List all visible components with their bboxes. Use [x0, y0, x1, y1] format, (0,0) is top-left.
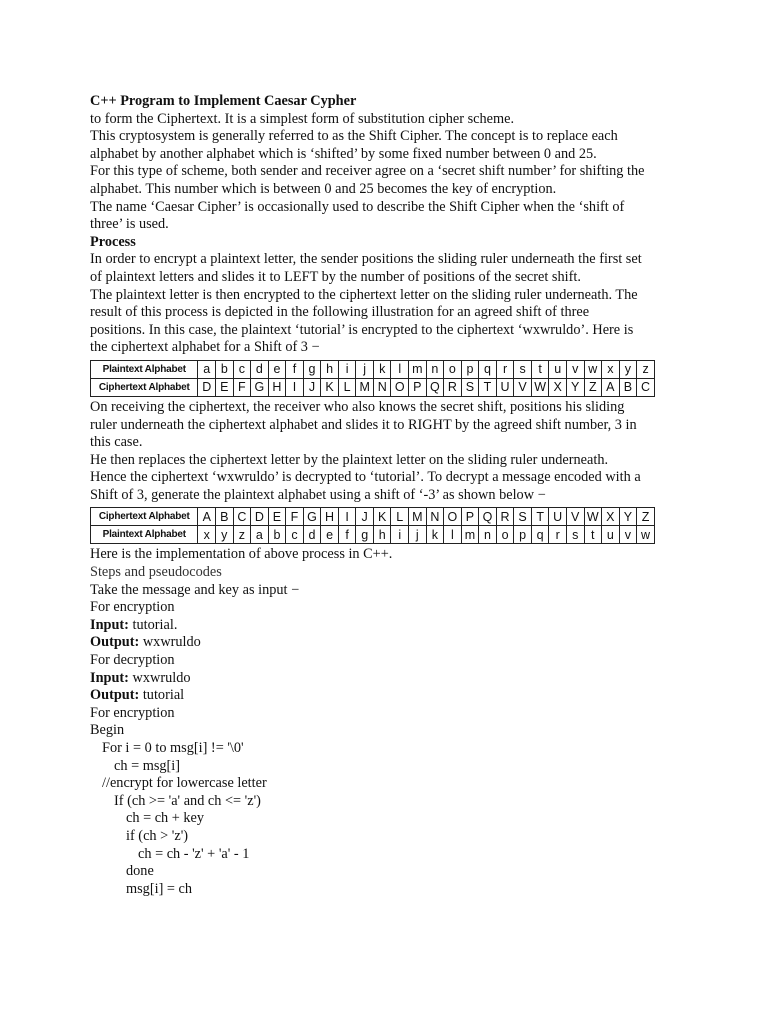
input-label: Input:	[90, 616, 129, 633]
intro-line: alphabet by another alphabet which is ‘shifted’ by some fixed number between 0 and 25.	[90, 145, 597, 162]
process-line: result of this process is depicted in the following illustration for an agreed shift of three	[90, 304, 590, 321]
decrypt-line: this case.	[90, 434, 143, 451]
alphabet-cell: K	[321, 378, 339, 396]
steps-heading: Steps and pseudocodes	[90, 564, 222, 581]
alphabet-cell: z	[637, 360, 655, 378]
alphabet-cell: X	[602, 508, 620, 526]
dec-output-line	[90, 687, 690, 705]
alphabet-cell: z	[233, 526, 251, 544]
alphabet-cell: Z	[637, 508, 655, 526]
code-line: If (ch >= 'a' and ch <= 'z')	[114, 792, 261, 809]
alphabet-cell: m	[409, 360, 427, 378]
code-line: done	[126, 863, 154, 880]
alphabet-cell: f	[286, 360, 304, 378]
alphabet-cell: I	[338, 508, 356, 526]
decrypt-line: He then replaces the ciphertext letter by the plaintext letter on the sliding ruler underneath.	[90, 451, 609, 468]
intro-line: alphabet. This number which is between 0 and 25 becomes the key of encryption.	[90, 180, 557, 197]
alphabet-cell: e	[268, 360, 286, 378]
code-line: ch = msg[i]	[114, 757, 181, 774]
alphabet-cell: r	[496, 360, 514, 378]
alphabet-cell: q	[531, 526, 549, 544]
alphabet-cell: u	[549, 360, 567, 378]
alphabet-cell: W	[584, 508, 602, 526]
process-line: The plaintext letter is then encrypted to the ciphertext letter on the sliding ruler underneath. The	[90, 286, 638, 303]
alphabet-cell: N	[426, 508, 444, 526]
alphabet-cell: Q	[479, 508, 497, 526]
alphabet-cell: p	[461, 360, 479, 378]
code-line: For i = 0 to msg[i] != '\0'	[102, 740, 244, 756]
alphabet-cell: f	[338, 526, 356, 544]
alphabet-cell: e	[321, 526, 339, 544]
alphabet-cell: Q	[426, 378, 444, 396]
alphabet-cell: k	[373, 360, 391, 378]
alphabet-cell: F	[233, 378, 251, 396]
intro-line: to form the Ciphertext. It is a simplest form of substitution cipher scheme.	[90, 110, 515, 127]
alphabet-cell: J	[356, 508, 374, 526]
table-row	[91, 508, 655, 526]
code-line: msg[i] = ch	[126, 880, 193, 897]
output-label: Output:	[90, 687, 140, 704]
output-value: tutorial	[139, 687, 185, 704]
alphabet-cell: c	[286, 526, 304, 544]
alphabet-cell: u	[602, 526, 620, 544]
alphabet-cell: U	[496, 378, 514, 396]
shift-3-alphabet-table	[90, 360, 655, 397]
alphabet-cell: y	[619, 360, 637, 378]
row-header: Plaintext Alphabet	[91, 360, 198, 378]
alphabet-cell: H	[321, 508, 339, 526]
take-input-line: Take the message and key as input −	[90, 581, 300, 598]
alphabet-cell: M	[356, 378, 374, 396]
output-label: Output:	[90, 634, 140, 651]
alphabet-cell: Z	[584, 378, 602, 396]
alphabet-cell: U	[549, 508, 567, 526]
alphabet-cell: T	[479, 378, 497, 396]
alphabet-cell: D	[251, 508, 269, 526]
process-line: In order to encrypt a plaintext letter, the sender positions the sliding ruler underneath the first set	[90, 251, 642, 268]
alphabet-cell: m	[461, 526, 479, 544]
alphabet-cell: n	[426, 360, 444, 378]
row-header: Ciphertext Alphabet	[91, 378, 198, 396]
process-line: positions. In this case, the plaintext ‘tutorial’ is encrypted to the ciphertext ‘wxwruldo’. Here is	[90, 321, 634, 338]
alphabet-cell: A	[602, 378, 620, 396]
dec-input-line	[90, 670, 690, 688]
alphabet-cell: j	[356, 360, 374, 378]
alphabet-cell: P	[409, 378, 427, 396]
alphabet-cell: M	[409, 508, 427, 526]
alphabet-cell: S	[514, 508, 532, 526]
alphabet-cell: O	[444, 508, 462, 526]
process-line: the ciphertext alphabet for a Shift of 3 −	[90, 339, 320, 356]
alphabet-cell: V	[514, 378, 532, 396]
alphabet-cell: B	[216, 508, 234, 526]
alphabet-cell: y	[216, 526, 234, 544]
alphabet-cell: l	[391, 360, 409, 378]
alphabet-cell: b	[268, 526, 286, 544]
alphabet-cell: R	[444, 378, 462, 396]
alphabet-cell: O	[391, 378, 409, 396]
code-line: if (ch > 'z')	[126, 827, 189, 844]
decrypt-line: Hence the ciphertext ‘wxwruldo’ is decrypted to ‘tutorial’. To decrypt a message encoded with a	[90, 469, 641, 486]
alphabet-cell: C	[637, 378, 655, 396]
alphabet-cell: o	[496, 526, 514, 544]
decrypt-line: Shift of 3, generate the plaintext alphabet using a shift of ‘-3’ as shown below −	[90, 486, 546, 503]
process-heading: Process	[90, 233, 136, 250]
row-header: Ciphertext Alphabet	[91, 508, 198, 526]
code-line: //encrypt for lowercase letter	[102, 775, 267, 792]
alphabet-cell: i	[338, 360, 356, 378]
code-line: ch = ch + key	[126, 810, 205, 827]
alphabet-cell: h	[373, 526, 391, 544]
alphabet-cell: v	[566, 360, 584, 378]
alphabet-cell: j	[409, 526, 427, 544]
alphabet-cell: q	[479, 360, 497, 378]
enc-output-line	[90, 634, 690, 652]
enc-input-line	[90, 617, 690, 635]
alphabet-cell: T	[531, 508, 549, 526]
code-line: ch = ch - 'z' + 'a' - 1	[138, 845, 250, 862]
alphabet-cell: F	[286, 508, 304, 526]
alphabet-cell: a	[198, 360, 216, 378]
alphabet-cell: l	[444, 526, 462, 544]
output-value: wxwruldo	[139, 634, 201, 651]
alphabet-cell: Y	[566, 378, 584, 396]
row-header: Plaintext Alphabet	[91, 526, 198, 544]
for-encryption-line: For encryption	[90, 704, 175, 721]
alphabet-cell: n	[479, 526, 497, 544]
alphabet-cell: t	[584, 526, 602, 544]
alphabet-cell: J	[303, 378, 321, 396]
alphabet-cell: G	[251, 378, 269, 396]
alphabet-cell: Y	[619, 508, 637, 526]
alphabet-cell: k	[426, 526, 444, 544]
alphabet-cell: d	[251, 360, 269, 378]
alphabet-cell: w	[584, 360, 602, 378]
alphabet-cell: o	[444, 360, 462, 378]
intro-line: This cryptosystem is generally referred to as the Shift Cipher. The concept is to replace each	[90, 128, 618, 145]
code-line: Begin	[90, 722, 125, 739]
alphabet-cell: K	[373, 508, 391, 526]
decrypt-line: ruler underneath the ciphertext alphabet and slides it to RIGHT by the agreed shift number, 3 in	[90, 416, 637, 433]
alphabet-cell: a	[251, 526, 269, 544]
alphabet-cell: h	[321, 360, 339, 378]
alphabet-cell: c	[233, 360, 251, 378]
alphabet-cell: P	[461, 508, 479, 526]
alphabet-cell: R	[496, 508, 514, 526]
table-row	[91, 360, 655, 378]
alphabet-cell: L	[338, 378, 356, 396]
input-value: tutorial.	[128, 616, 178, 633]
alphabet-cell: i	[391, 526, 409, 544]
alphabet-cell: g	[303, 360, 321, 378]
alphabet-cell: H	[268, 378, 286, 396]
alphabet-cell: b	[216, 360, 234, 378]
table-row	[91, 378, 655, 396]
alphabet-cell: r	[549, 526, 567, 544]
alphabet-cell: S	[461, 378, 479, 396]
alphabet-cell: L	[391, 508, 409, 526]
table-row	[91, 526, 655, 544]
implementation-line: Here is the implementation of above process in C++.	[90, 546, 393, 563]
alphabet-cell: p	[514, 526, 532, 544]
for-decryption-line: For decryption	[90, 652, 175, 669]
alphabet-cell: B	[619, 378, 637, 396]
alphabet-cell: D	[198, 378, 216, 396]
alphabet-cell: w	[637, 526, 655, 544]
document-content	[90, 93, 690, 898]
for-encryption-line: For encryption	[90, 599, 175, 616]
alphabet-cell: t	[531, 360, 549, 378]
page-title: C++ Program to Implement Caesar Cypher	[90, 93, 357, 109]
input-label: Input:	[90, 669, 129, 686]
alphabet-cell: E	[216, 378, 234, 396]
alphabet-cell: N	[373, 378, 391, 396]
alphabet-cell: s	[514, 360, 532, 378]
process-line: of plaintext letters and slides it to LEFT by the number of positions of the secret shift.	[90, 268, 581, 285]
intro-line: three’ is used.	[90, 216, 169, 233]
decrypt-line: On receiving the ciphertext, the receiver who also knows the secret shift, positions his sliding	[90, 398, 625, 415]
alphabet-cell: V	[566, 508, 584, 526]
alphabet-cell: W	[531, 378, 549, 396]
alphabet-cell: g	[356, 526, 374, 544]
alphabet-cell: E	[268, 508, 286, 526]
alphabet-cell: s	[566, 526, 584, 544]
alphabet-cell: C	[233, 508, 251, 526]
alphabet-cell: d	[303, 526, 321, 544]
input-value: wxwruldo	[128, 669, 191, 686]
alphabet-cell: A	[198, 508, 216, 526]
alphabet-cell: G	[303, 508, 321, 526]
alphabet-cell: x	[602, 360, 620, 378]
intro-line: The name ‘Caesar Cipher’ is occasionally used to describe the Shift Cipher when the ‘shift of	[90, 198, 625, 215]
alphabet-cell: X	[549, 378, 567, 396]
alphabet-cell: v	[619, 526, 637, 544]
alphabet-cell: x	[198, 526, 216, 544]
alphabet-cell: I	[286, 378, 304, 396]
shift-minus-3-alphabet-table	[90, 507, 655, 544]
intro-line: For this type of scheme, both sender and receiver agree on a ‘secret shift number’ for shifting the	[90, 163, 645, 180]
